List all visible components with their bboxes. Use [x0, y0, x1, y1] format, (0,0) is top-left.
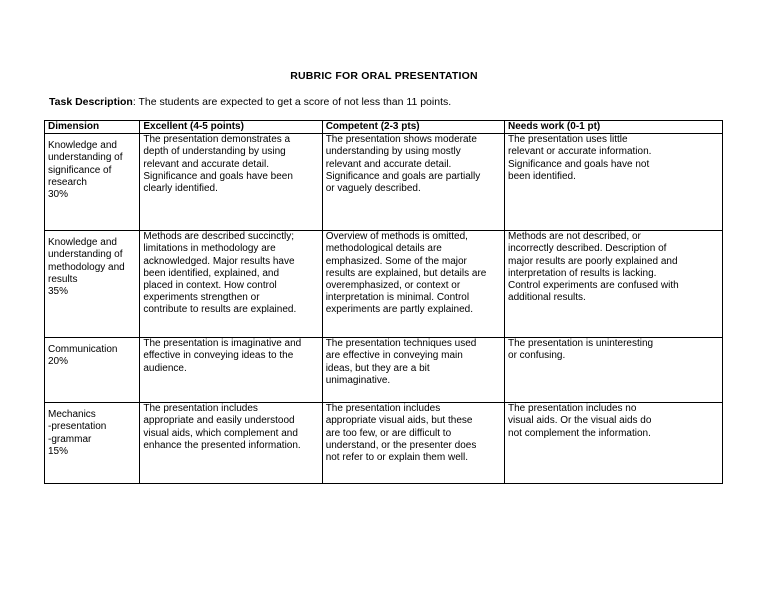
dimension-name: Communication: [48, 344, 118, 356]
table-row: [45, 134, 723, 231]
table-row: [45, 231, 723, 338]
dimension-cell: [45, 134, 140, 231]
dimension-name: Mechanics -presentation -grammar: [48, 409, 107, 445]
task-description-text: : The students are expected to get a score of not less than 11 points.: [132, 96, 452, 108]
dimension-weight: 15%: [48, 445, 69, 457]
header-competent: Competent (2-3 pts): [322, 121, 504, 134]
dimension-weight: 35%: [48, 286, 69, 298]
competent-cell: [322, 134, 504, 231]
dimension-cell: [45, 403, 140, 484]
competent-cell: [322, 231, 504, 338]
competent-text: The presentation techniques used are effective in conveying main ideas, but they are a bit unimaginative.: [325, 338, 477, 386]
table-row: [45, 403, 723, 484]
table-header-row: [45, 121, 723, 134]
rubric-table: [44, 120, 723, 484]
dimension-weight: 30%: [48, 189, 69, 201]
header-dimension: Dimension: [45, 121, 140, 134]
needs-work-text: Methods are not described, or incorrectly described. Description of major results are poorly explained and interpretation of results is lacking. Control experiments are confused with additional results.: [508, 231, 679, 304]
competent-cell: [322, 338, 504, 403]
header-needs-work: Needs work (0-1 pt): [505, 121, 723, 134]
dimension-cell: [45, 231, 140, 338]
task-description-label: Task Description: [49, 96, 133, 108]
task-description: [49, 96, 451, 108]
competent-text: The presentation includes appropriate visual aids, but these are too few, or are difficult to understand, or the presenter does not refer to or explain them well.: [325, 403, 477, 464]
competent-cell: [322, 403, 504, 484]
excellent-cell: [140, 231, 322, 338]
dimension-weight: 20%: [48, 356, 69, 368]
needs-work-cell: [505, 338, 723, 403]
excellent-text: The presentation includes appropriate and easily understood visual aids, which complement and enhance the presented information.: [143, 403, 301, 451]
dimension-cell: [45, 338, 140, 403]
needs-work-text: The presentation includes no visual aids. Or the visual aids do not complement the information.: [508, 403, 652, 439]
dimension-name: Knowledge and understanding of methodology and results: [48, 237, 125, 285]
needs-work-cell: [505, 403, 723, 484]
table-row: [45, 338, 723, 403]
needs-work-cell: [505, 231, 723, 338]
excellent-cell: [140, 134, 322, 231]
excellent-cell: [140, 403, 322, 484]
competent-text: The presentation shows moderate understanding by using mostly relevant and accurate detail. Significance and goals are partially or vaguely described.: [325, 134, 481, 195]
excellent-text: Methods are described succinctly; limitations in methodology are acknowledged. Major results have been identified, explained, and placed in context. How control experiments strengthen or contribute to results are explained.: [143, 231, 297, 316]
excellent-text: The presentation demonstrates a depth of understanding by using relevant and accurate detail. Significance and goals have been clearly identified.: [143, 134, 293, 195]
dimension-name: Knowledge and understanding of significance of research: [48, 140, 123, 188]
excellent-text: The presentation is imaginative and effective in conveying ideas to the audience.: [143, 338, 302, 374]
needs-work-cell: [505, 134, 723, 231]
competent-text: Overview of methods is omitted, methodological details are emphasized. Some of the major results are explained, but details are overemphasized, or context or interpretation is minimal. Control experiments are partly explained.: [325, 231, 487, 316]
header-excellent: Excellent (4-5 points): [140, 121, 322, 134]
needs-work-text: The presentation is uninteresting or confusing.: [508, 338, 654, 362]
page-title: RUBRIC FOR ORAL PRESENTATION: [290, 70, 478, 82]
excellent-cell: [140, 338, 322, 403]
needs-work-text: The presentation uses little relevant or accurate information. Significance and goals have not been identified.: [508, 134, 652, 182]
